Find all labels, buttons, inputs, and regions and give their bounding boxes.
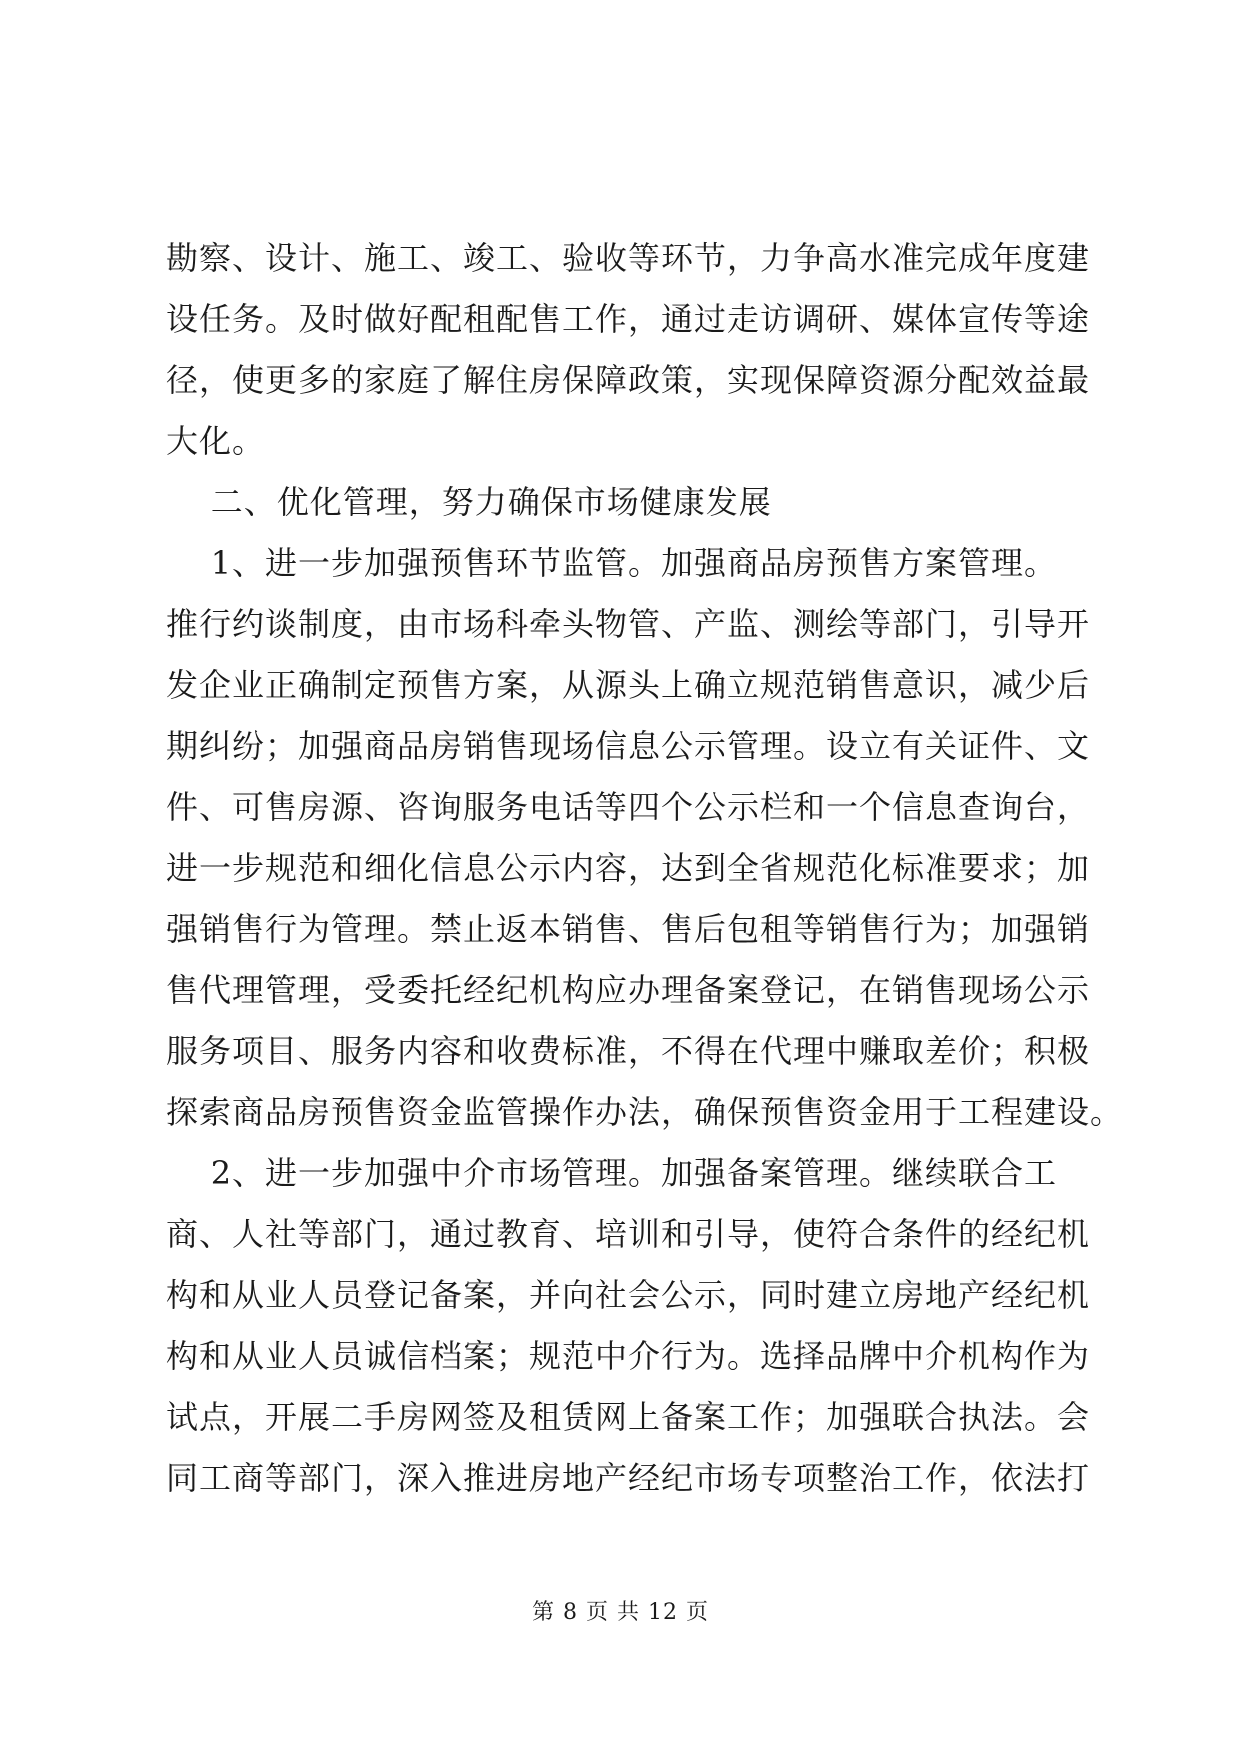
text-line: 同工商等部门，深入推进房地产经纪市场专项整治工作，依法打 bbox=[166, 1459, 1091, 1497]
text-line: 服务项目、服务内容和收费标准，不得在代理中赚取差价；积极 bbox=[166, 1032, 1091, 1070]
text-line: 勘察、设计、施工、竣工、验收等环节，力争高水准完成年度建 bbox=[166, 239, 1091, 277]
text-line: 2、进一步加强中介市场管理。加强备案管理。继续联合工 bbox=[166, 1154, 1058, 1192]
text-line: 期纠纷；加强商品房销售现场信息公示管理。设立有关证件、文 bbox=[166, 727, 1091, 765]
text-line: 推行约谈制度，由市场科牵头物管、产监、测绘等部门，引导开 bbox=[166, 605, 1091, 643]
text-line: 构和从业人员登记备案，并向社会公示，同时建立房地产经纪机 bbox=[166, 1276, 1091, 1314]
text-line: 大化。 bbox=[166, 422, 266, 460]
text-line: 设任务。及时做好配租配售工作，通过走访调研、媒体宣传等途 bbox=[166, 300, 1091, 338]
text-line: 商、人社等部门，通过教育、培训和引导，使符合条件的经纪机 bbox=[166, 1215, 1091, 1253]
text-line: 1、进一步加强预售环节监管。加强商品房预售方案管理。 bbox=[166, 544, 1058, 582]
page-footer: 第 8 页 共 12 页 bbox=[532, 1600, 709, 1625]
text-line: 件、可售房源、咨询服务电话等四个公示栏和一个信息查询台， bbox=[166, 788, 1091, 826]
section-heading: 二、优化管理，努力确保市场健康发展 bbox=[166, 483, 772, 521]
text-line: 进一步规范和细化信息公示内容，达到全省规范化标准要求；加 bbox=[166, 849, 1091, 887]
text-line: 构和从业人员诚信档案；规范中介行为。选择品牌中介机构作为 bbox=[166, 1337, 1091, 1375]
text-line: 探索商品房预售资金监管操作办法，确保预售资金用于工程建设。 bbox=[166, 1093, 1124, 1131]
text-line: 径，使更多的家庭了解住房保障政策，实现保障资源分配效益最 bbox=[166, 361, 1091, 399]
text-line: 发企业正确制定预售方案，从源头上确立规范销售意识，减少后 bbox=[166, 666, 1091, 704]
text-line: 强销售行为管理。禁止返本销售、售后包租等销售行为；加强销 bbox=[166, 910, 1091, 948]
text-line: 试点，开展二手房网签及租赁网上备案工作；加强联合执法。会 bbox=[166, 1398, 1091, 1436]
text-line: 售代理管理，受委托经纪机构应办理备案登记，在销售现场公示 bbox=[166, 971, 1091, 1009]
body-text bbox=[166, 228, 1124, 1509]
